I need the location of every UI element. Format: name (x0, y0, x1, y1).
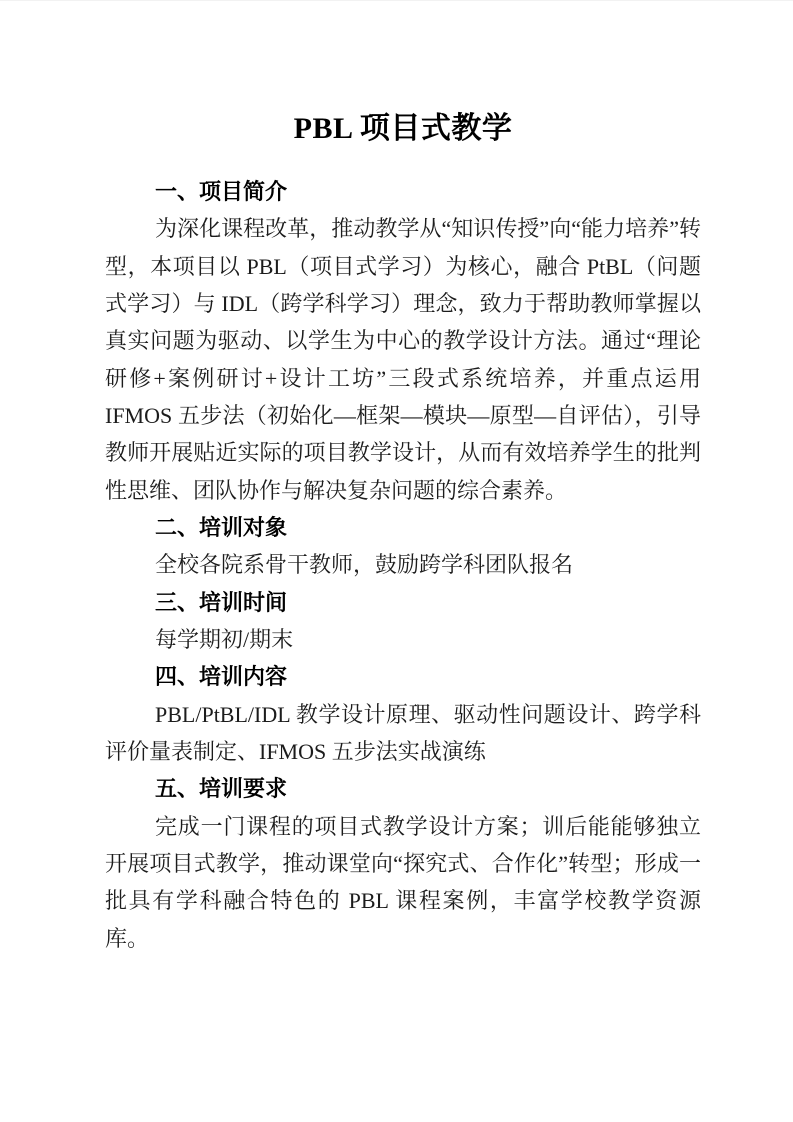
section-training-content (105, 658, 701, 770)
section-training-time (105, 584, 701, 659)
section-heading-training-content: 四、培训内容 (155, 664, 288, 690)
section-heading-training-target: 二、培训对象 (155, 514, 288, 540)
section-heading-training-time: 三、培训时间 (155, 589, 288, 615)
section-training-requirements (105, 770, 701, 957)
section-training-target (105, 509, 701, 584)
section-paragraph: 完成一门课程的项目式教学设计方案；训后能能够独立开展项目式教学，推动课堂向“探究式、合作化”转型；形成一批具有学科融合特色的 PBL 课程案例，丰富学校教学资源库。 (105, 813, 702, 951)
section-paragraph: 为深化课程改革，推动教学从“知识传授”向“能力培养”转型，本项目以 PBL（项目式学习）为核心，融合 PtBL（问题式学习）与 IDL（跨学科学习）理念，致力于帮助教师掌握以真实问题为驱动、以学生为中心的教学设计方法。通过“理论研修+案例研讨+设计工坊”三段式系统培养，并重点运用 IFMOS 五步法（初始化—框架—模块—原型—自评估），引导教师开展贴近实际的项目教学设计，从而有效培养学生的批判性思维、团队协作与解决复杂问题的综合素养。 (105, 216, 701, 503)
section-paragraph: 全校各院系骨干教师，鼓励跨学科团队报名 (155, 552, 574, 578)
section-paragraph: 每学期初/期末 (155, 626, 294, 652)
section-project-intro (105, 173, 701, 509)
section-paragraph: PBL/PtBL/IDL 教学设计原理、驱动性问题设计、跨学科评价量表制定、IFMOS 五步法实战演练 (105, 701, 701, 764)
document-title: PBL 项目式教学 (293, 112, 513, 145)
section-heading-training-requirements: 五、培训要求 (155, 776, 288, 802)
section-heading-project-intro: 一、项目简介 (155, 179, 288, 204)
